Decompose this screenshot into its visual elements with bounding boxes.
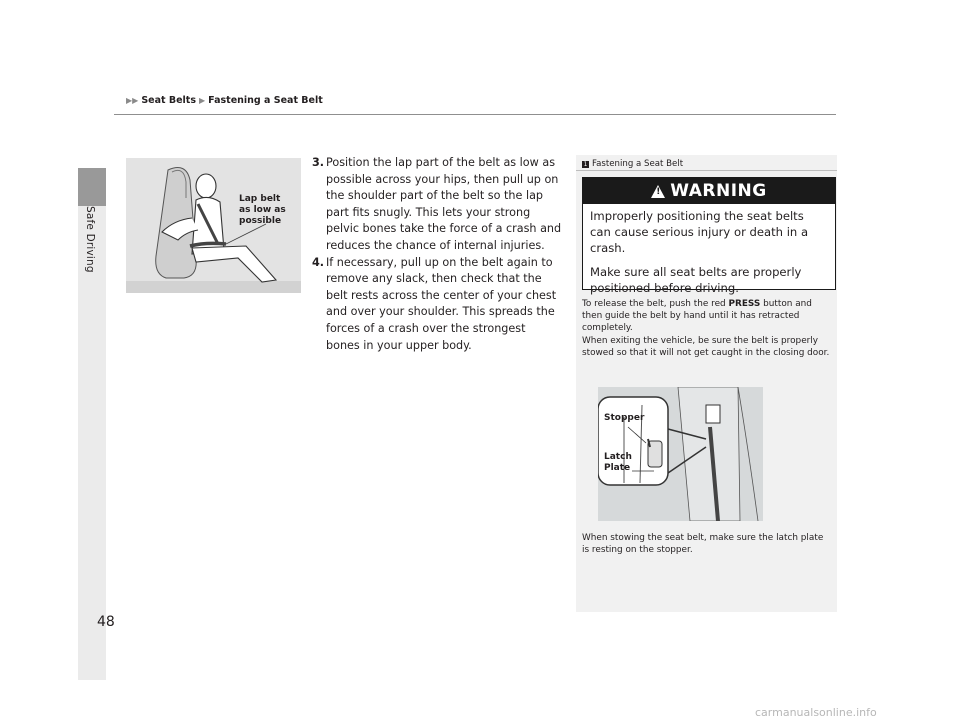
warning-line: Make sure all seat belts are properly positioned before driving. xyxy=(590,265,802,295)
warning-box xyxy=(582,177,836,295)
step-4 xyxy=(312,255,562,355)
lap-belt-label-line: possible xyxy=(239,216,282,226)
page-number: 48 xyxy=(97,614,115,630)
step-text: Position the lap part of the belt as low as possible across your hips, then pull up on the shoulder part of the belt so the lap part fits snugly. This lets your strong pelvic bones take the force of a crash and reduces the chance of internal injuries. xyxy=(326,156,562,252)
warning-heading: WARNING xyxy=(670,181,767,201)
breadcrumb-item-fastening[interactable]: Fastening a Seat Belt xyxy=(208,95,323,106)
section-tab-marker xyxy=(78,168,106,206)
release-instructions xyxy=(582,298,832,335)
step-text: If necessary, pull up on the belt again to remove any slack, then check that the belt rests across the center of your chest and over your shoulder. This spreads the forces of a crash over the strongest bones in your upper body. xyxy=(326,255,557,352)
instruction-steps xyxy=(312,155,562,354)
latch-plate-label xyxy=(604,452,632,474)
release-text-pre: To release the belt, push the red xyxy=(582,299,729,309)
warning-triangle-icon: ! xyxy=(651,185,665,198)
press-button-label: PRESS xyxy=(728,299,761,309)
step-number: 3. xyxy=(312,156,325,169)
note-title xyxy=(582,159,683,169)
warning-header xyxy=(583,178,835,204)
footer-watermark[interactable]: carmanualsonline.info xyxy=(755,706,877,719)
step-3 xyxy=(312,155,562,255)
breadcrumb-arrow-icon: ▶▶ xyxy=(126,96,139,105)
stopper-label: Stopper xyxy=(604,413,645,423)
latch-plate-label-line: Latch xyxy=(604,452,632,462)
note-title-text: Fastening a Seat Belt xyxy=(592,159,684,169)
note-divider xyxy=(576,170,837,171)
header-divider xyxy=(114,114,836,115)
lap-belt-label-line: as low as xyxy=(239,205,286,215)
breadcrumb-arrow-icon: ▶ xyxy=(199,96,206,105)
lap-belt-label xyxy=(239,194,286,227)
breadcrumb xyxy=(126,95,323,106)
exit-instructions: When exiting the vehicle, be sure the belt is properly stowed so that it will not get caught in the closing door. xyxy=(582,335,830,358)
latch-plate-label-line: Plate xyxy=(604,463,631,473)
note-body xyxy=(582,298,832,359)
stowing-instructions: When stowing the seat belt, make sure the latch plate is resting on the stopper. xyxy=(582,533,824,556)
section-tab-strip xyxy=(78,206,106,680)
note-marker-icon: 1 xyxy=(583,160,588,168)
section-label: Safe Driving xyxy=(84,206,96,273)
warning-line: Improperly positioning the seat belts can cause serious injury or death in a crash. xyxy=(590,209,809,255)
step-number: 4. xyxy=(312,255,325,269)
release-text-post: button and then guide the belt by hand until it has retracted completely. xyxy=(582,299,812,334)
warning-text xyxy=(583,204,835,296)
lap-belt-label-line: Lap belt xyxy=(239,194,281,204)
breadcrumb-item-seat-belts[interactable]: Seat Belts xyxy=(141,95,196,106)
